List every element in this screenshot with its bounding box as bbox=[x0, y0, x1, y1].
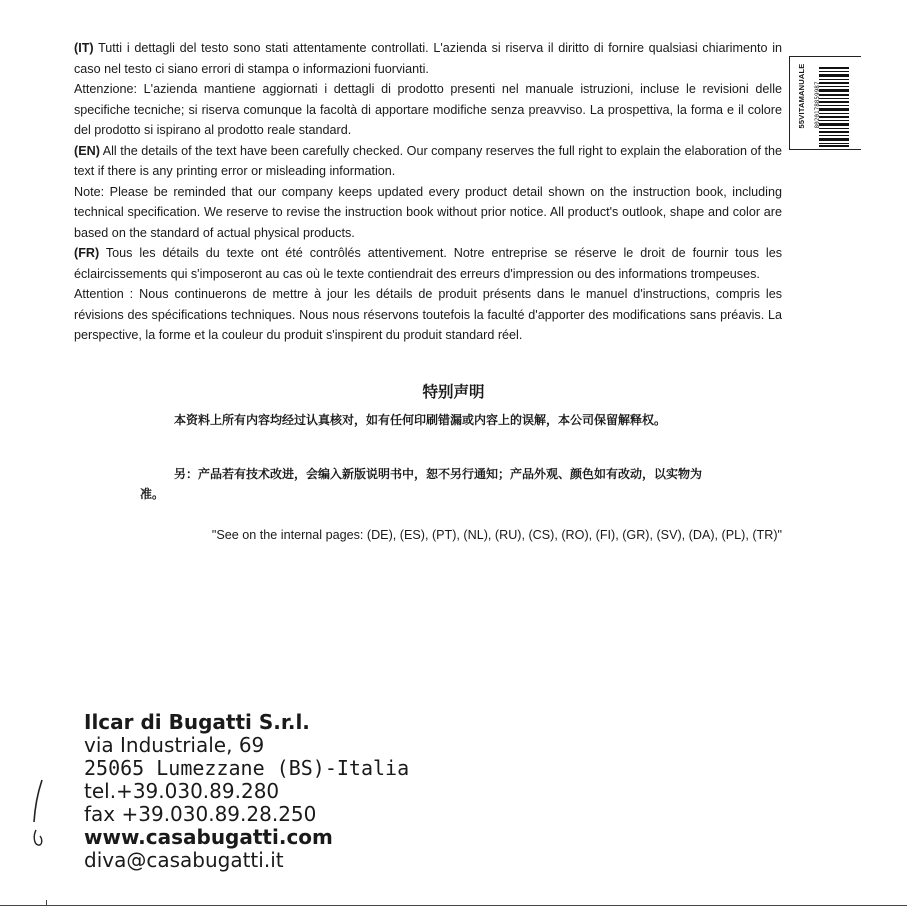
internal-pages-note: "See on the internal pages: (DE), (ES), (PT), (NL), (RU), (CS), (RO), (FI), (GR), (SV), (DA), (PL), (TR)" bbox=[211, 528, 782, 542]
disclaimer-en-2: Note: Please be reminded that our company keeps updated every product detail shown on the instruction book, including technical specification. We reserve to revise the instruction book without prior notice. All product's outlook, shape and color are based on the standard of actual physical products. bbox=[74, 184, 782, 240]
bottom-crop-tick bbox=[46, 900, 47, 906]
page-edge-mark-icon bbox=[32, 778, 46, 848]
lang-tag-it: (IT) bbox=[74, 41, 94, 55]
chinese-notice-paragraph-2 bbox=[140, 464, 720, 504]
company-website-link[interactable]: www.casabugatti.com bbox=[84, 825, 333, 849]
disclaimer-it-2: Attenzione: L'azienda mantiene aggiornati i dettagli di prodotto presenti nel manuale istruzioni, incluse le revisioni delle specifiche tecniche; si riserva comunque la facoltà di apportare modifiche senza preavviso. La prospettiva, la forma e il colore del prodotto si ispirano al prodotto reale standard. bbox=[74, 82, 782, 137]
disclaimer-fr-text-1: Tous les détails du texte ont été contrôlés attentivement. Notre entreprise se réserve le droit de fournir tous les éclaircissements qui s'imposeront au cas où le texte contiendrait des erreurs d'impression ou des informations trompeuses. bbox=[74, 246, 782, 281]
company-contact-block bbox=[84, 711, 409, 872]
disclaimer-fr-1 bbox=[74, 243, 782, 284]
company-phone: tel.+39.030.89.280 bbox=[84, 779, 280, 803]
barcode-number: 8020178859987 bbox=[814, 81, 821, 129]
product-code-label: 55VITAMANUALE bbox=[797, 63, 806, 129]
disclaimer-fr-2: Attention : Nous continuerons de mettre à jour les détails de produit présents dans le manuel d'instructions, compris les révisions des spécifications techniques. Nous nous réservons toutefois la faculté d'apporter des modifications sans préavis. La perspective, la forme et la couleur du produit s'inspirent du produit standard réel. bbox=[74, 287, 782, 342]
company-name: Ilcar di Bugatti S.r.l. bbox=[84, 710, 310, 734]
disclaimer-en-1 bbox=[74, 141, 782, 182]
multilingual-disclaimer bbox=[74, 38, 782, 346]
disclaimer-en-text-1: All the details of the text have been carefully checked. Our company reserves the full right to explain the elaboration of the text if there is any printing error or misleading information. bbox=[74, 143, 782, 178]
company-email-link[interactable]: diva@casabugatti.it bbox=[84, 848, 284, 872]
bottom-crop-line bbox=[0, 905, 907, 906]
chinese-notice-title: 特别声明 bbox=[422, 383, 485, 401]
company-city: 25065 Lumezzane (BS)-Italia bbox=[84, 756, 410, 780]
lang-tag-en: (EN) bbox=[74, 143, 100, 158]
disclaimer-it-text-1: Tutti i dettagli del testo sono stati attentamente controllati. L'azienda si riserva il diritto di fornire qualsiasi chiarimento in caso nel testo ci siano errori di stampa o informazioni fuorvianti. bbox=[74, 41, 782, 76]
barcode-icon bbox=[819, 67, 849, 147]
chinese-notice-text-2: 另：产品若有技术改进，会编入新版说明书中，恕不另行通知；产品外观、颜色如有改动，以实物为准。 bbox=[140, 467, 703, 501]
chinese-notice-text-1: 本资料上所有内容均经过认真核对，如有任何印刷错漏或内容上的误解，本公司保留解释权。 bbox=[174, 413, 667, 427]
company-street: via Industriale, 69 bbox=[84, 733, 265, 757]
disclaimer-it-1 bbox=[74, 38, 782, 79]
product-code-box bbox=[789, 56, 861, 150]
lang-tag-fr: (FR) bbox=[74, 246, 100, 260]
company-fax: fax +39.030.89.28.250 bbox=[84, 802, 317, 826]
chinese-notice-paragraph-1 bbox=[140, 410, 720, 430]
